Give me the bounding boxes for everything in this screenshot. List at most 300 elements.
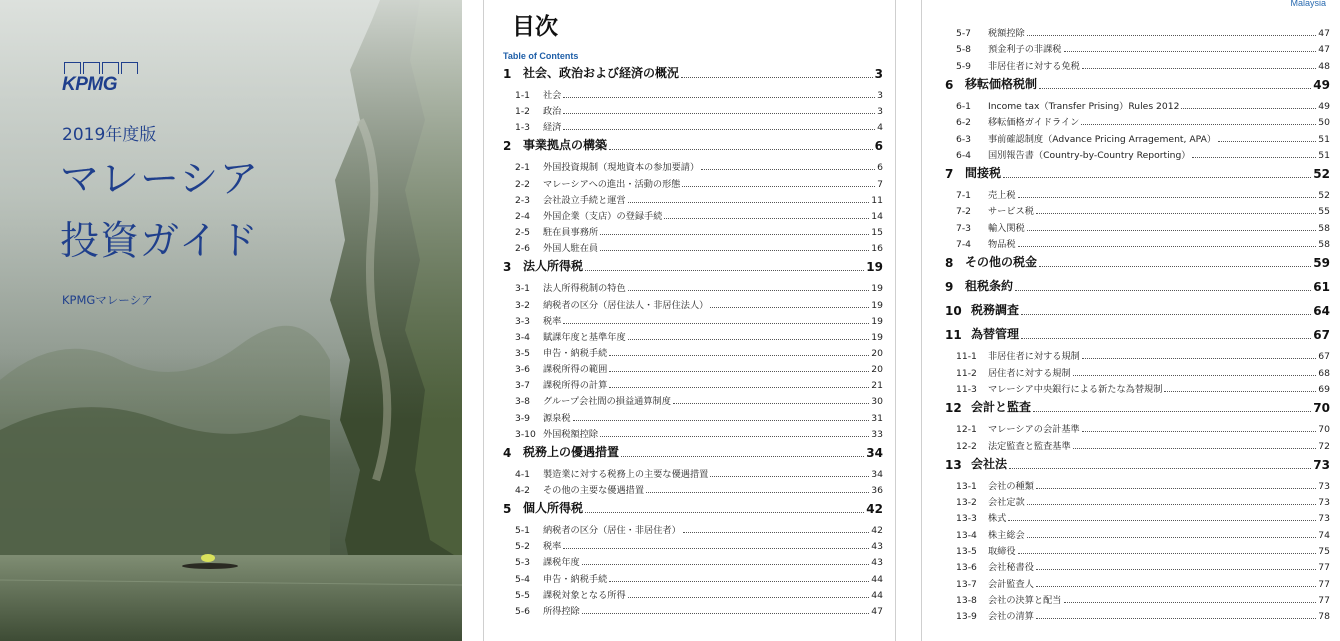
toc-section-entry[interactable] [945, 326, 1330, 342]
dot-leader [563, 323, 869, 324]
toc-entry-title: 法定監査と監査基準 [988, 440, 1071, 452]
toc-entry-title: 移転価格ガイドライン [988, 117, 1080, 129]
dot-leader [1027, 35, 1317, 36]
toc-entry-title: 非居住者に対する免税 [988, 60, 1080, 72]
toc-entry-page-number: 77 [1318, 562, 1330, 574]
toc-subsection-entry[interactable] [515, 520, 883, 536]
toc-subsection-entry[interactable] [515, 424, 883, 440]
toc-entry-number: 3-7 [515, 380, 531, 392]
toc-entry-page-number: 3 [874, 67, 883, 81]
toc-entry-title: 社会、政治および経済の概況 [523, 66, 680, 80]
dot-leader [600, 234, 869, 235]
toc-entry-title: 会社設立手続と運営 [543, 194, 626, 206]
toc-subsection-entry[interactable] [956, 436, 1330, 452]
dot-leader [1073, 448, 1317, 449]
toc-entry-number: 12-2 [956, 440, 977, 452]
toc-entry-number: 6-4 [956, 149, 972, 161]
toc-entry-title: 課税対象となる所得 [543, 589, 626, 601]
toc-entry-title: マレーシアへの進出・活動の形態 [543, 178, 681, 190]
toc-entry-title: 税額控除 [988, 28, 1025, 39]
dot-leader [628, 339, 870, 340]
toc-entry-number: 2-6 [515, 243, 531, 255]
toc-subsection-entry[interactable] [956, 201, 1330, 217]
toc-entry-page-number: 77 [1318, 578, 1330, 590]
toc-subsection-entry[interactable] [956, 492, 1330, 508]
toc-entry-page-number: 52 [1313, 167, 1330, 182]
toc-entry-title: マレーシア中央銀行による新たな為替規制 [988, 383, 1163, 395]
toc-entry-number: 7 [945, 167, 954, 182]
toc-entry-page-number: 59 [1313, 256, 1330, 271]
toc-section-entry[interactable] [503, 258, 883, 274]
toc-entry-page-number: 44 [871, 573, 883, 585]
toc-subsection-entry[interactable] [956, 56, 1330, 72]
dot-leader [628, 597, 870, 598]
toc-subsection-entry[interactable] [515, 206, 883, 222]
toc-entry-title: 申告・納税手続 [543, 347, 608, 359]
toc-entry-title: 課税所得の計算 [543, 380, 608, 392]
dot-leader [1018, 246, 1317, 247]
toc-entry-title: 株主総会 [988, 529, 1025, 541]
toc-entry-title: 政治 [543, 106, 562, 118]
toc-section-entry[interactable] [945, 165, 1330, 181]
toc-entry-title: 売上税 [988, 190, 1016, 202]
toc-entry-page-number: 73 [1313, 457, 1330, 472]
toc-subsection-entry[interactable] [515, 375, 883, 391]
toc-entry-number: 2-1 [515, 162, 531, 174]
toc-section-entry[interactable] [945, 456, 1330, 472]
toc-entry-title: 法人所得税 [523, 259, 584, 274]
toc-entry-title: 移転価格税制 [965, 76, 1038, 91]
toc-entry-number: 13-3 [956, 513, 977, 525]
toc-section-entry[interactable] [503, 500, 883, 516]
toc-subsection-entry[interactable] [956, 363, 1330, 379]
toc-entry-number: 5 [503, 502, 512, 517]
dot-leader [1073, 375, 1317, 376]
toc-entry-page-number: 15 [871, 227, 883, 239]
toc-entry-title: 取締役 [988, 546, 1016, 557]
cover-organization: KPMGマレーシア [62, 293, 153, 307]
toc-entry-page-number: 7 [877, 178, 883, 190]
toc-subsection-entry[interactable] [515, 464, 883, 480]
toc-subsection-entry[interactable] [515, 569, 883, 585]
toc-entry-number: 3 [503, 260, 512, 275]
toc-page-1 [484, 0, 895, 641]
toc-entry-number: 1 [503, 67, 512, 81]
toc-entry-title: 株式 [988, 513, 1007, 525]
toc-subsection-entry[interactable] [956, 96, 1330, 112]
toc-entry-number: 5-2 [515, 541, 531, 553]
toc-entry-title: 駐在員事務所 [543, 227, 599, 239]
toc-entry-number: 2-4 [515, 210, 531, 222]
toc-entry-title: グループ会社間の損益通算制度 [543, 396, 671, 408]
toc-entry-number: 3-9 [515, 412, 531, 424]
dot-leader [1192, 157, 1316, 158]
toc-entry-page-number: 74 [1318, 529, 1330, 541]
toc-entry-number: 1-3 [515, 122, 531, 134]
dot-leader [1027, 230, 1317, 231]
toc-subsection-entry[interactable] [956, 129, 1330, 145]
toc-entry-title: 輸入関税 [988, 222, 1025, 234]
toc-section-entry[interactable] [945, 76, 1330, 92]
toc-entry-page-number: 49 [1313, 77, 1330, 92]
toc-entry-number: 3-5 [515, 347, 531, 359]
toc-subsection-entry[interactable] [515, 157, 883, 173]
toc-entry-page-number: 34 [871, 468, 883, 480]
toc-subsection-entry[interactable] [956, 379, 1330, 395]
toc-entry-number: 2 [503, 139, 512, 154]
toc-entry-title: 非居住者に対する規制 [988, 351, 1080, 363]
toc-entry-page-number: 73 [1318, 513, 1330, 525]
toc-entry-page-number: 52 [1318, 190, 1330, 202]
dot-leader [664, 218, 869, 219]
toc-entry-title: 所得控除 [543, 605, 580, 617]
toc-entry-number: 13-7 [956, 578, 977, 590]
toc-entry-number: 3-10 [515, 428, 536, 440]
dot-leader [573, 420, 870, 421]
toc-entry-page-number: 69 [1318, 383, 1330, 395]
dot-leader [1008, 520, 1316, 521]
dot-leader [1039, 266, 1311, 267]
toc-entry-page-number: 67 [1318, 351, 1330, 363]
dot-leader [1082, 358, 1316, 359]
toc-subsection-entry[interactable] [515, 222, 883, 238]
dot-leader [682, 186, 875, 187]
dot-leader [585, 512, 864, 513]
toc-subsection-entry[interactable] [956, 346, 1330, 362]
toc-entry-number: 5-4 [515, 573, 531, 585]
toc-entry-number: 1-2 [515, 106, 531, 118]
toc-entry-title: 会社秘書役 [988, 562, 1034, 574]
toc-subsection-entry[interactable] [956, 557, 1330, 573]
toc-entry-title: 賦課年度と基準年度 [543, 331, 626, 343]
toc-section-entry[interactable] [945, 302, 1330, 318]
toc-entry-page-number: 78 [1318, 611, 1330, 623]
toc-entry-number: 5-6 [515, 605, 531, 617]
toc-entry-page-number: 21 [871, 380, 883, 392]
toc-entry-page-number: 4 [877, 122, 883, 134]
toc-entry-number: 3-3 [515, 315, 531, 327]
toc-entry-page-number: 61 [1313, 280, 1330, 295]
toc-subsection-entry[interactable] [515, 359, 883, 375]
toc-entry-number: 9 [945, 280, 954, 295]
toc-entry-title: 外国企業（支店）の登録手続 [543, 210, 663, 222]
dot-leader [710, 307, 869, 308]
toc-entry-title: 物品税 [988, 239, 1016, 250]
toc-entry-title: 社会 [543, 90, 562, 101]
toc-entry-title: 申告・納税手続 [543, 573, 608, 585]
dot-leader [1036, 213, 1316, 214]
toc-entry-page-number: 49 [1318, 100, 1330, 112]
toc-subsection-entry[interactable] [515, 391, 883, 407]
dot-leader [1081, 124, 1316, 125]
toc-entry-page-number: 55 [1318, 206, 1330, 218]
toc-subsection-entry[interactable] [515, 295, 883, 311]
toc-entry-page-number: 67 [1313, 328, 1330, 343]
dot-leader [1036, 569, 1316, 570]
toc-entry-number: 3-1 [515, 283, 531, 295]
toc-entry-page-number: 19 [866, 260, 883, 275]
toc-entry-number: 5-9 [956, 60, 972, 72]
toc-entry-title: 源泉税 [543, 412, 571, 424]
dot-leader [1033, 411, 1311, 412]
toc-entry-page-number: 68 [1318, 367, 1330, 379]
dot-leader [609, 387, 869, 388]
toc-subsection-entry[interactable] [515, 408, 883, 424]
toc-entry-title: 個人所得税 [523, 501, 584, 516]
toc-entry-number: 7-2 [956, 206, 972, 218]
toc-entry-title: マレーシアの会計基準 [988, 424, 1080, 436]
dot-leader [585, 270, 864, 271]
toc-entry-page-number: 33 [871, 428, 883, 440]
toc-subsection-entry[interactable] [515, 117, 883, 133]
dot-leader [621, 456, 864, 457]
cover-title-line2: 投資ガイド [60, 219, 259, 264]
dot-leader [646, 492, 869, 493]
toc-entry-page-number: 50 [1318, 117, 1330, 129]
toc-entry-page-number: 58 [1318, 222, 1330, 234]
dot-leader [609, 149, 873, 150]
dot-leader [1218, 141, 1316, 142]
toc-entry-title: 税率 [543, 541, 562, 553]
dot-leader [563, 129, 875, 130]
toc-entry-page-number: 42 [866, 502, 883, 517]
dot-leader [1021, 338, 1311, 339]
toc-entry-page-number: 42 [871, 525, 883, 537]
toc-entry-number: 4-1 [515, 468, 531, 480]
toc-entry-title: 税務上の優遇措置 [523, 444, 620, 459]
toc-entry-title: 税務調査 [971, 303, 1020, 318]
toc-subsection-entry[interactable] [956, 145, 1330, 161]
dot-leader [600, 250, 869, 251]
toc-entry-page-number: 73 [1318, 480, 1330, 492]
toc-entry-page-number: 19 [871, 283, 883, 295]
dot-leader [1027, 537, 1317, 538]
toc-entry-number: 13-9 [956, 611, 977, 623]
toc-entry-page-number: 51 [1318, 133, 1330, 145]
toc-subsection-entry[interactable] [515, 85, 883, 101]
dot-leader [582, 613, 870, 614]
toc-entry-number: 7-1 [956, 190, 972, 202]
toc-entry-page-number: 73 [1318, 497, 1330, 509]
cover-edition-year: 2019年度版 [62, 125, 157, 145]
dot-leader [1064, 602, 1317, 603]
toc-subsection-entry[interactable] [956, 185, 1330, 201]
dot-leader [600, 436, 869, 437]
toc-entry-number: 1-1 [515, 90, 531, 101]
toc-subsection-entry[interactable] [956, 508, 1330, 524]
toc-entry-number: 6-1 [956, 100, 972, 112]
toc-entry-number: 12 [945, 401, 962, 416]
toc-subsection-entry[interactable] [515, 552, 883, 568]
dot-leader [1039, 88, 1311, 89]
dot-leader [710, 476, 869, 477]
toc-entry-number: 2-3 [515, 194, 531, 206]
toc-entry-title: 課税所得の範囲 [543, 364, 608, 376]
toc-subsection-entry[interactable] [956, 234, 1330, 250]
toc-subsection-entry[interactable] [515, 585, 883, 601]
toc-entry-number: 6-3 [956, 133, 972, 145]
toc-entry-number: 13-2 [956, 497, 977, 509]
toc-entry-number: 6-2 [956, 117, 972, 129]
toc-entry-title: 会計監査人 [988, 578, 1034, 590]
toc-section-entry[interactable] [945, 399, 1330, 415]
toc-entry-page-number: 11 [871, 194, 883, 206]
toc-section-entry[interactable] [503, 65, 883, 81]
dot-leader [1036, 586, 1316, 587]
dot-leader [1082, 68, 1316, 69]
toc-section-entry[interactable] [945, 278, 1330, 294]
toc-entry-page-number: 20 [871, 364, 883, 376]
toc-entry-page-number: 44 [871, 589, 883, 601]
toc-entry-page-number: 47 [1318, 44, 1330, 56]
kpmg-logo: KPMG [62, 62, 142, 94]
cover-page [0, 0, 462, 641]
toc-entry-title: 租税条約 [965, 279, 1014, 294]
toc-entry-page-number: 6 [877, 162, 883, 174]
dot-leader [609, 581, 869, 582]
toc-entry-page-number: 19 [871, 299, 883, 311]
toc-subsection-entry[interactable] [515, 238, 883, 254]
toc-entry-number: 4 [503, 445, 512, 460]
dot-leader [1064, 51, 1317, 52]
toc-entry-title: 事業拠点の構築 [523, 138, 608, 153]
toc-entry-page-number: 72 [1318, 440, 1330, 452]
cover-title-line1: マレーシア [60, 157, 260, 202]
dot-leader [628, 290, 870, 291]
toc-entry-title: Income tax（Transfer Prising）Rules 2012 [988, 100, 1180, 112]
toc-entry-title: 為替管理 [971, 327, 1020, 342]
toc-subsection-entry[interactable] [515, 327, 883, 343]
toc-subsection-entry[interactable] [956, 476, 1330, 492]
toc-entry-number: 6 [945, 77, 954, 92]
dot-leader [1009, 468, 1311, 469]
toc-entry-title: 会社の決算と配当 [988, 594, 1062, 606]
dot-leader [1003, 177, 1311, 178]
toc-entry-number: 13 [945, 457, 962, 472]
toc-subheading: Table of Contents [503, 51, 579, 61]
toc-subsection-entry[interactable] [956, 606, 1330, 622]
dot-leader [563, 548, 869, 549]
toc-entry-page-number: 31 [871, 412, 883, 424]
toc-entry-title: 外国投資規制（現地資本の参加要請） [543, 162, 700, 174]
toc-entry-number: 7-4 [956, 239, 972, 250]
toc-subsection-entry[interactable] [515, 536, 883, 552]
dot-leader [1036, 488, 1316, 489]
toc-entry-number: 2-5 [515, 227, 531, 239]
toc-entry-title: その他の主要な優遇措置 [543, 485, 645, 496]
dot-leader [1181, 108, 1316, 109]
dot-leader [1021, 314, 1311, 315]
toc-subsection-entry[interactable] [956, 218, 1330, 234]
toc-entry-number: 3-6 [515, 364, 531, 376]
toc-entry-title: サービス税 [988, 206, 1034, 218]
toc-entry-number: 8 [945, 256, 954, 271]
toc-subsection-entry[interactable] [956, 590, 1330, 606]
toc-subsection-entry[interactable] [515, 174, 883, 190]
toc-entry-page-number: 30 [871, 396, 883, 408]
toc-entry-title: 外国税額控除 [543, 428, 599, 440]
toc-entry-number: 10 [945, 304, 962, 319]
toc-entry-title: 国別報告書（Country-by-Country Reporting） [988, 149, 1191, 161]
toc-subsection-entry[interactable] [956, 419, 1330, 435]
toc-entry-page-number: 58 [1318, 239, 1330, 250]
toc-entry-page-number: 47 [871, 605, 883, 617]
toc-entry-number: 13-4 [956, 529, 977, 541]
toc-subsection-entry[interactable] [956, 39, 1330, 55]
toc-subsection-entry[interactable] [956, 541, 1330, 557]
toc-entry-title: 税率 [543, 315, 562, 327]
toc-entry-title: 預金利子の非課税 [988, 44, 1062, 56]
dot-leader [1082, 431, 1317, 432]
toc-entry-page-number: 14 [871, 210, 883, 222]
toc-subsection-entry[interactable] [515, 343, 883, 359]
toc-subsection-entry[interactable] [515, 601, 883, 617]
dot-leader [673, 403, 869, 404]
toc-entry-number: 3-8 [515, 396, 531, 408]
dot-leader [563, 97, 875, 98]
toc-section-entry[interactable] [503, 444, 883, 460]
dot-leader [609, 355, 869, 356]
toc-subsection-entry[interactable] [515, 190, 883, 206]
toc-heading: 目次 [512, 14, 558, 40]
toc-entry-title: 法人所得税制の特色 [543, 283, 626, 295]
toc-entry-number: 7-3 [956, 222, 972, 234]
dot-leader [1015, 290, 1311, 291]
toc-entry-number: 11-1 [956, 351, 977, 363]
toc-subsection-entry[interactable] [515, 101, 883, 117]
dot-leader [681, 77, 873, 78]
toc-entry-number: 11-2 [956, 367, 977, 379]
dot-leader [1027, 504, 1317, 505]
toc-entry-title: 経済 [543, 122, 562, 134]
toc-entry-page-number: 47 [1318, 28, 1330, 39]
toc-subsection-entry[interactable] [956, 525, 1330, 541]
dot-leader [628, 202, 870, 203]
toc-subsection-entry[interactable] [515, 278, 883, 294]
dot-leader [683, 532, 869, 533]
toc-entry-title: 課税年度 [543, 557, 580, 569]
toc-entry-title: 間接税 [965, 166, 1002, 181]
dot-leader [1036, 618, 1316, 619]
toc-entry-page-number: 70 [1313, 401, 1330, 416]
toc-entry-title: 外国人駐在員 [543, 243, 599, 255]
toc-entry-title: 納税者の区分（居住法人・非居住法人） [543, 299, 709, 311]
toc-entry-title: 事前確認制度（Advance Pricing Arragement, APA） [988, 133, 1217, 145]
toc-subsection-entry[interactable] [515, 480, 883, 496]
toc-entry-page-number: 19 [871, 331, 883, 343]
dot-leader [1164, 391, 1316, 392]
toc-entry-page-number: 36 [871, 485, 883, 496]
toc-entry-page-number: 34 [866, 445, 883, 460]
toc-entry-title: 会社法 [971, 456, 1008, 471]
toc-entry-number: 2-2 [515, 178, 531, 190]
toc-entry-page-number: 48 [1318, 60, 1330, 72]
toc-entry-page-number: 16 [871, 243, 883, 255]
toc-entry-title: 居住者に対する規制 [988, 367, 1071, 379]
toc-entry-number: 13-1 [956, 480, 977, 492]
toc-section-entry[interactable] [945, 254, 1330, 270]
toc-entry-title: 会社の清算 [988, 611, 1034, 623]
toc-subsection-entry[interactable] [956, 112, 1330, 128]
toc-entry-number: 5-8 [956, 44, 972, 56]
toc-subsection-entry[interactable] [956, 23, 1330, 39]
toc-subsection-entry[interactable] [515, 311, 883, 327]
toc-entry-title: その他の税金 [965, 255, 1038, 270]
toc-entry-number: 5-7 [956, 28, 972, 39]
toc-entry-number: 5-5 [515, 589, 531, 601]
toc-subsection-entry[interactable] [956, 574, 1330, 590]
toc-section-entry[interactable] [503, 137, 883, 153]
